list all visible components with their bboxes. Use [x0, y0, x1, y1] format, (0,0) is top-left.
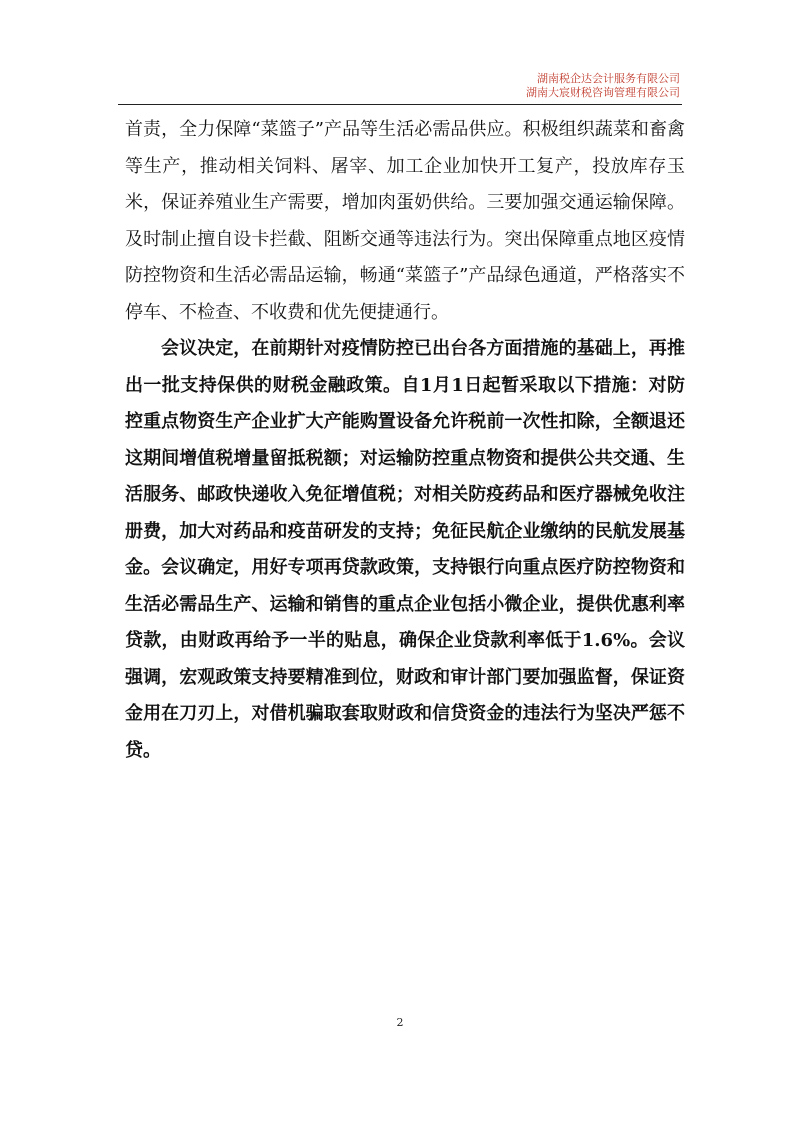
page-header — [526, 72, 680, 100]
body-paragraph-2: 会议决定，在前期针对疫情防控已出台各方面措施的基础上，再推出一批支持保供的财税金融政策。自1月1日起暂采取以下措施：对防控重点物资生产企业扩大产能购置设备允许税前一次性扣除，全额退还这期间增值税增量留抵税额；对运输防控重点物资和提供公共交通、生活服务、邮政快递收入免征增值税；对相关防疫药品和医疗器械免收注册费，加大对药品和疫苗研发的支持；免征民航企业缴纳的民航发展基金。会议确定，用好专项再贷款政策，支持银行向重点医疗防控物资和生活必需品生产、运输和销售的重点企业包括小微企业，提供优惠利率贷款，由财政再给予一半的贴息，确保企业贷款利率低于1.6%。会议强调，宏观政策支持要精准到位，财政和审计部门要加强监督，保证资金用在刀刃上，对借机骗取套取财政和信贷资金的违法行为坚决严惩不贷。 — [125, 338, 685, 761]
header-company-2: 湖南大宸财税咨询管理有限公司 — [526, 86, 680, 99]
document-body — [125, 112, 685, 769]
header-company-1: 湖南税企达会计服务有限公司 — [537, 72, 680, 85]
header-divider — [118, 104, 682, 105]
body-paragraph-1: 首责，全力保障“菜篮子”产品等生活必需品供应。积极组织蔬菜和畜禽等生产，推动相关饲料、屠宰、加工企业加快开工复产，投放库存玉米，保证养殖业生产需要，增加肉蛋奶供给。三要加强交通运输保障。及时制止擅自设卡拦截、阻断交通等违法行为。突出保障重点地区疫情防控物资和生活必需品运输，畅通“菜篮子”产品绿色通道，严格落实不停车、不检查、不收费和优先便捷通行。 — [125, 119, 685, 323]
page-number: 2 — [396, 1016, 404, 1029]
